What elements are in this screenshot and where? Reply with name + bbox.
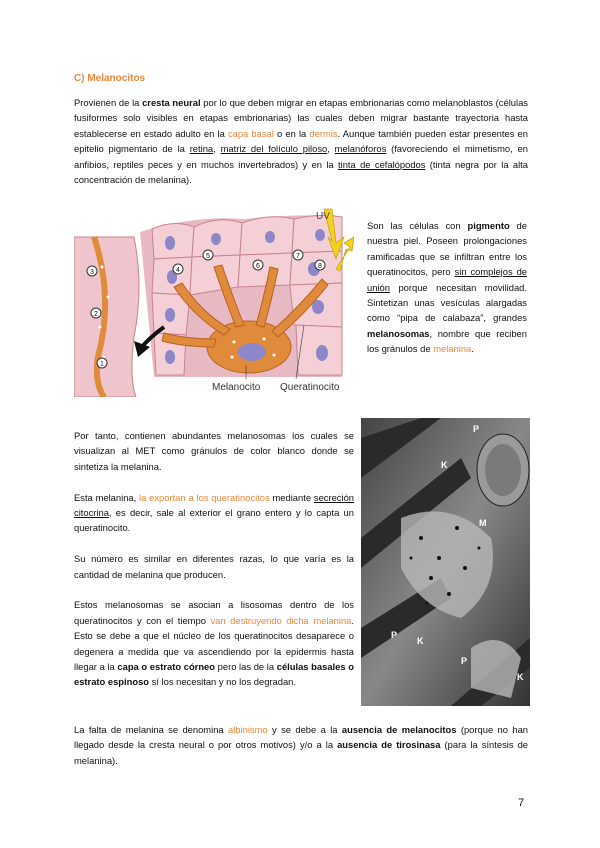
paragraph-met: Por tanto, contienen abundantes melanosomas los cuales se visualizan al MET como gránulos de color blanco donde se sintetiza la melanina. [74,430,354,472]
paragraph-exportan: Esta melanina, la exportan a los queratinocitos mediante secreción citocrina, es decir, sale al exterior el grano entero y lo capta un queratinocito. [74,491,354,534]
left-column [74,428,354,705]
queratinocito-label: Queratinocito [280,382,340,393]
met-label-p3: P [461,656,468,666]
met-label-k3: K [517,672,524,682]
stage-3: 3 [90,269,94,276]
stage-5: 5 [206,253,210,260]
paragraph-numero: Su número es similar en diferentes razas, lo que varía es la cantidad de melanina que producen. [74,553,354,580]
paragraph-lisosomas: Estos melanosomas se asocian a lisosomas dentro de los queratinocitos y con el tiempo van destruyendo dicha melanina. Esto se debe a que el núcleo de los queratinocitos desaparece o degenera a medida que va ascendiendo por la epidermis hasta llegar a la capa o estrato córneo pero las de la células basales o estrato espinoso sí los necesitan y no los degradan. [74,599,354,688]
met-label-p1: P [473,424,480,434]
stage-6: 6 [256,263,260,270]
stage-8: 8 [318,263,322,270]
met-label-p2: P [391,630,398,640]
right-column-paragraph: Son las células con pigmento de nuestra piel. Poseen prolongaciones ramificadas que se infiltran entre los queratinocitos, pero sin complejos de unión porque necesitan movilidad. Sintetizan unas vesículas alargadas como “pipa de calabaza”, grandes melanosomas, nombre que reciben los gránulos de melanina. [367,220,527,355]
melanocyte-illustration [74,207,354,397]
section-heading: C) Melanocitos [74,73,146,84]
page-number: 7 [518,797,525,809]
final-paragraph: La falta de melanina se denomina albinismo y se debe a la ausencia de melanocitos (porque no han llegado desde la cresta neural o por otros motivos) y/o a la ausencia de tirosinasa (para la síntesis de melanina). [74,724,528,766]
stage-2: 2 [94,311,98,318]
highlight-dermis: dermis [309,127,338,139]
met-label-k2: K [417,636,424,646]
melanocito-label: Melanocito [212,382,261,393]
stage-4: 4 [176,267,180,274]
highlight-albinismo: albinismo [228,724,268,735]
stage-7: 7 [296,253,300,260]
intro-paragraph: Provienen de la cresta neural por lo que deben migrar en etapas embrionarias como melanoblastos (células fusiformes solo visibles en etapas embrionarias) las cuales deben migrar bastante trayectoria hasta establecerse en estado adulto en la capa basal o en la dermis. Aunque también pueden estar presentes en epitelio pigmentario de la retina, matriz del folículo piloso, melanóforos (favoreciendo el mimetismo, en anfibios, reptiles peces y en muchos invertebrados) y en la tinta de cefalópodos (tinta negra por la alta concentración de melanina). [74,97,529,186]
met-micrograph [361,418,530,706]
met-label-k1: K [441,460,448,470]
met-label-m: M [479,518,487,528]
highlight-capa-basal: capa basal [227,127,274,139]
uv-label: UV [316,211,330,222]
stage-1: 1 [100,361,104,368]
